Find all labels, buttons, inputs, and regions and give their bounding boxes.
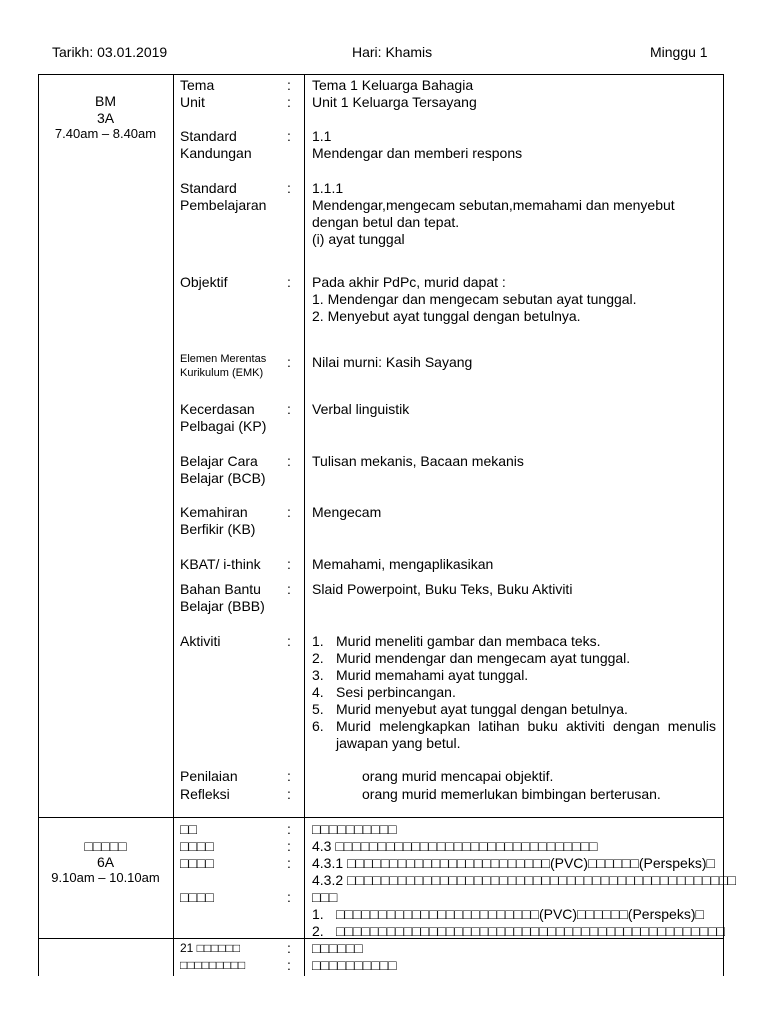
list-text: Sesi perbincangan. bbox=[336, 684, 456, 700]
list-text: Murid memahami ayat tunggal. bbox=[336, 667, 529, 683]
list-item bbox=[312, 906, 725, 923]
objektif-label: Objektif bbox=[180, 274, 228, 290]
colon: : bbox=[287, 855, 291, 871]
unit-value: Unit 1 Keluarga Tersayang bbox=[312, 94, 477, 110]
penilaian-label: Penilaian bbox=[180, 768, 238, 784]
list-text: Murid menyebut ayat tunggal dengan betulnya. bbox=[336, 701, 628, 717]
table-col-divider bbox=[173, 74, 174, 976]
row-value: 4.3.1 □□□□□□□□□□□□□□□□□□□□□□□□(PVC)□□□□□□(Perspeks)□ bbox=[312, 855, 715, 871]
table-row-divider bbox=[38, 817, 724, 818]
colon: : bbox=[287, 274, 291, 290]
list-text: Murid melengkapkan latihan buku aktiviti dengan menulis jawapan yang betul. bbox=[336, 718, 716, 751]
penilaian-value: orang murid mencapai objektif. bbox=[362, 768, 554, 784]
list-text: Murid mendengar dan mengecam ayat tunggal. bbox=[336, 650, 631, 666]
colon: : bbox=[287, 401, 291, 417]
colon: : bbox=[287, 786, 291, 802]
class-label: 3A bbox=[96, 110, 115, 126]
colon: : bbox=[287, 354, 291, 370]
row-label: □□ bbox=[180, 821, 197, 837]
list-item bbox=[312, 923, 725, 940]
sk-label: Kandungan bbox=[180, 145, 252, 161]
colon: : bbox=[287, 581, 291, 597]
unit-label: Unit bbox=[180, 94, 205, 110]
time-label: 7.40am – 8.40am bbox=[54, 126, 157, 141]
list-number: 5. bbox=[312, 701, 324, 717]
table-col-divider bbox=[304, 74, 305, 976]
sp-label: Pembelajaran bbox=[180, 197, 267, 213]
bcb-value: Tulisan mekanis, Bacaan mekanis bbox=[312, 453, 524, 469]
tema-value: Tema 1 Keluarga Bahagia bbox=[312, 77, 474, 93]
colon: : bbox=[287, 556, 291, 572]
class-label: 6A bbox=[96, 854, 115, 870]
colon: : bbox=[287, 957, 291, 973]
aktiviti-list bbox=[312, 633, 716, 752]
bbb-label: Belajar (BBB) bbox=[180, 598, 265, 614]
emk-label: Kurikulum (EMK) bbox=[180, 367, 264, 379]
list-number: 2. bbox=[312, 650, 324, 666]
list-number: 3. bbox=[312, 667, 324, 683]
colon: : bbox=[287, 453, 291, 469]
colon: : bbox=[287, 77, 291, 93]
sp-value: Mendengar,mengecam sebutan,memahami dan menyebut bbox=[312, 197, 675, 213]
list-item bbox=[312, 701, 716, 718]
aktiviti-label: Aktiviti bbox=[180, 633, 221, 649]
colon: : bbox=[287, 889, 291, 905]
activity-list bbox=[312, 906, 725, 940]
emk-label: Elemen Merentas bbox=[180, 353, 267, 365]
list-item bbox=[312, 718, 716, 752]
list-number: 4. bbox=[312, 684, 324, 700]
colon: : bbox=[287, 940, 291, 956]
kp-value: Verbal linguistik bbox=[312, 401, 410, 417]
refleksi-value: orang murid memerlukan bimbingan berterusan. bbox=[362, 786, 661, 802]
objektif-value: 2. Menyebut ayat tunggal dengan betulnya. bbox=[312, 308, 581, 324]
refleksi-label: Refleksi bbox=[180, 786, 230, 802]
list-item bbox=[312, 684, 716, 701]
kbat-value: Memahami, mengaplikasikan bbox=[312, 556, 494, 572]
kbat-label: KBAT/ i-think bbox=[180, 556, 261, 572]
row-value: □□□□□□□□□□ bbox=[312, 957, 397, 973]
list-text: □□□□□□□□□□□□□□□□□□□□□□□□□□□□□□□□□□□□□□□□□□□□□□ bbox=[336, 923, 725, 939]
sk-value: 1.1 bbox=[312, 128, 332, 144]
colon: : bbox=[287, 180, 291, 196]
colon: : bbox=[287, 821, 291, 837]
row-value: □□□ bbox=[312, 889, 338, 905]
colon: : bbox=[287, 838, 291, 854]
sp-value: 1.1.1 bbox=[312, 180, 344, 196]
bcb-label: Belajar Cara bbox=[180, 453, 258, 469]
subject-label: BM bbox=[95, 93, 116, 109]
objektif-value: 1. Mendengar dan mengecam sebutan ayat tunggal. bbox=[312, 291, 637, 307]
row-label: □□□□ bbox=[180, 855, 214, 871]
colon: : bbox=[287, 128, 291, 144]
bbb-label: Bahan Bantu bbox=[180, 581, 261, 597]
bcb-label: Belajar (BCB) bbox=[180, 470, 266, 486]
list-number: 1. bbox=[312, 906, 324, 922]
sk-value: Mendengar dan memberi respons bbox=[312, 145, 523, 161]
sp-value: (i) ayat tunggal bbox=[312, 231, 405, 247]
kb-label: Kemahiran bbox=[180, 504, 248, 520]
table-top-border bbox=[38, 74, 724, 75]
week-text: Minggu 1 bbox=[650, 44, 708, 60]
list-number: 2. bbox=[312, 923, 324, 939]
list-item bbox=[312, 667, 716, 684]
row-value: □□□□□□ bbox=[312, 940, 363, 956]
kb-label: Berfikir (KB) bbox=[180, 521, 256, 537]
time-label: 9.10am – 10.10am bbox=[51, 870, 160, 885]
table-right-border bbox=[723, 74, 724, 976]
kp-label: Pelbagai (KP) bbox=[180, 418, 267, 434]
sp-label: Standard bbox=[180, 180, 237, 196]
list-item bbox=[312, 650, 716, 667]
row-label: □□□□ bbox=[180, 838, 214, 854]
objektif-value: Pada akhir PdPc, murid dapat : bbox=[312, 274, 506, 290]
list-number: 1. bbox=[312, 633, 324, 649]
emk-value: Nilai murni: Kasih Sayang bbox=[312, 354, 473, 370]
colon: : bbox=[287, 633, 291, 649]
row-label: □□□□□□□□□ bbox=[180, 958, 246, 972]
sk-label: Standard bbox=[180, 128, 237, 144]
row-value: □□□□□□□□□□ bbox=[312, 821, 397, 837]
colon: : bbox=[287, 504, 291, 520]
date-text: Tarikh: 03.01.2019 bbox=[52, 44, 168, 60]
kb-value: Mengecam bbox=[312, 504, 382, 520]
list-text: □□□□□□□□□□□□□□□□□□□□□□□□(PVC)□□□□□□(Perspeks)□ bbox=[336, 906, 704, 922]
colon: : bbox=[287, 94, 291, 110]
tema-label: Tema bbox=[180, 77, 215, 93]
row-label: 21 □□□□□□ bbox=[180, 941, 241, 955]
day-text: Hari: Khamis bbox=[352, 44, 433, 60]
row-label: □□□□ bbox=[180, 889, 214, 905]
kp-label: Kecerdasan bbox=[180, 401, 255, 417]
subject-label: □□□□□ bbox=[84, 838, 127, 854]
list-item bbox=[312, 633, 716, 650]
row-value: 4.3 □□□□□□□□□□□□□□□□□□□□□□□□□□□□□□□ bbox=[312, 838, 598, 854]
sp-value: dengan betul dan tepat. bbox=[312, 214, 460, 230]
bbb-value: Slaid Powerpoint, Buku Teks, Buku Aktiviti bbox=[312, 581, 573, 597]
colon: : bbox=[287, 768, 291, 784]
list-text: Murid meneliti gambar dan membaca teks. bbox=[336, 633, 601, 649]
list-number: 6. bbox=[312, 718, 324, 734]
row-value: 4.3.2 □□□□□□□□□□□□□□□□□□□□□□□□□□□□□□□□□□□□□□□□□□□□□□ bbox=[312, 872, 737, 888]
